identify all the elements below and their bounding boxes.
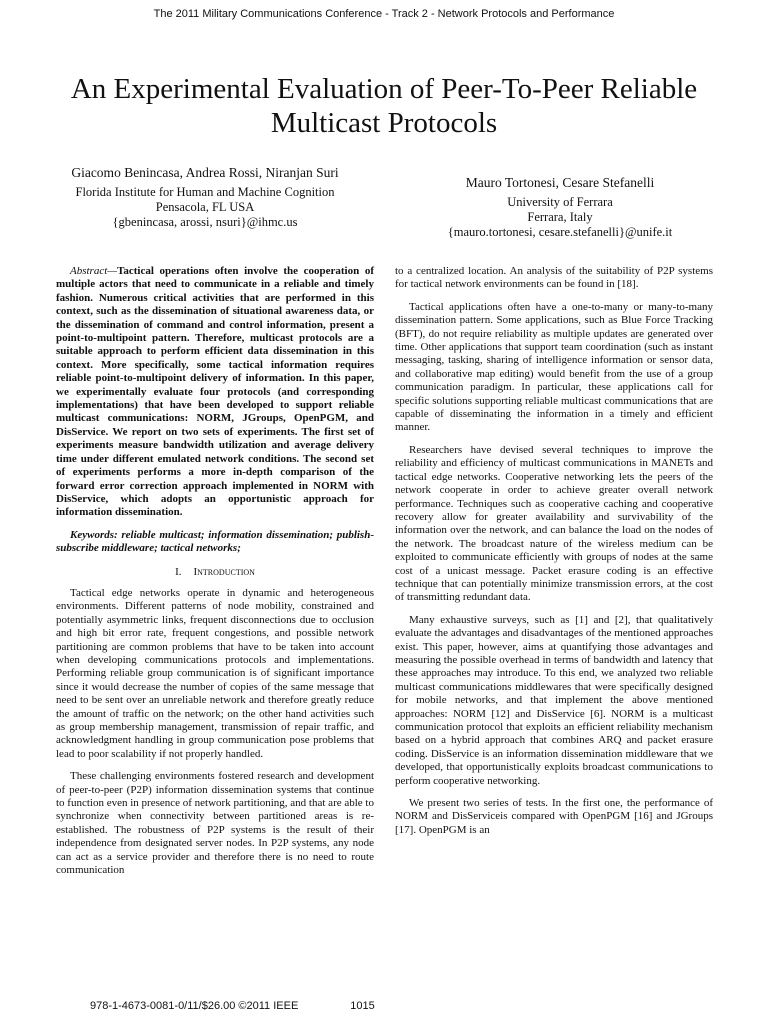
paragraph: We present two series of tests. In the first one, the performance of NORM and DisServiceis compared with OpenPGM [16] and JGroups [17]. OpenPGM is an	[395, 797, 713, 836]
keywords	[56, 529, 374, 556]
paragraph: Tactical edge networks operate in dynamic and heterogeneous environments. Different patterns of node mobility, constrained and potentially asymmetric links, frequent disconnections due to occlusion and high bit error rate, frequent congestions, and possible network partitioning are common problems that have to be taken into account when developing communications protocols and implementations. Performing reliable group communication is of significant importance since it would decrease the number of copies of the same message that need to be sent over an unreliable network and therefore greatly reduce the amount of traffic on the network; on the other hand activities such as group membership management, transmission of repair traffic, and acknowledgment handling in group communication pose problems that lead to poor scalability if not properly handled.	[56, 586, 374, 760]
paragraph: Many exhaustive surveys, such as [1] and [2], that qualitatively evaluate the advantages and disadvantages of the mentioned approaches exist. This paper, however, aims at quantifying those advantages and measuring the possible overhead in terms of bandwidth and latency that these approaches may introduce. To this end, we analyzed two reliable multicast communications middlewares that were specifically designed for mobile networks, and that implement the above mentioned approaches: NORM [12] and DisService [6]. NORM is a multicast communication protocol that exploits an efficient reliability mechanism based on a hybrid approach that combines ARQ and packet erasure coding. DisService is an information dissemination middleware that we developed, that opportunistically exploits broadcast communications to perform cooperative networking.	[395, 613, 713, 787]
keywords-text: reliable multicast; information dissemination; publish-subscribe middleware; tactical networks;	[56, 528, 374, 555]
copyright-line: 978-1-4673-0081-0/11/$26.00 ©2011 IEEE	[90, 1000, 299, 1012]
abstract	[56, 265, 374, 520]
abstract-text: Tactical operations often involve the cooperation of multiple actors that need to communicate in a reliable and timely fashion. Numerous critical activities that are performed in this context, such as the dissemination of situational awareness data, or the dissemination of command and control information, present a point-to-multipoint pattern. Therefore, multicast protocols are a suitable approach to perform efficient data dissemination in this context. More specifically, some tactical information requires reliable point-to-multipoint delivery of information. In this paper, we experimentally evaluate four protocols (and corresponding implementations) that have been developed to support reliable multicast communications: NORM, JGroups, OpenPGM, and DisService. We report on two sets of experiments. The first set of experiments measure bandwidth utilization and average delivery time under different emulated network conditions. The second set of experiments performs a more in-depth comparison of the forward error correction approach implemented in NORM with DisService, which adopts an opportunistic approach for information dissemination.	[56, 265, 374, 519]
author-affiliation: Florida Institute for Human and Machine Cognition	[75, 185, 335, 199]
paragraph: Tactical applications often have a one-to-many or many-to-many dissemination pattern. Some applications, such as Blue Force Tracking (BFT), do not require reliability as multiple updates are generated over time. Other applications that support team coordination (such as instant messaging, tasking, sharing of intelligence information or sensor data, and collaborative map editing) would benefit from the use of a group communication paradigm. In particular, these applications call for specific solutions supporting reliable multicast communications that are capable of disseminating the information in a timely and efficient manner.	[395, 300, 713, 434]
page-number: 1015	[350, 1000, 375, 1012]
left-column	[56, 265, 374, 886]
section-number: I.	[175, 565, 182, 578]
author-names: Giacomo Benincasa, Andrea Rossi, Niranjan Suri	[71, 165, 339, 180]
author-block-left	[40, 165, 370, 230]
author-names: Mauro Tortonesi, Cesare Stefanelli	[465, 175, 655, 190]
author-emails: {mauro.tortonesi, cesare.stefanelli}@unife.it	[447, 225, 673, 239]
author-emails: {gbenincasa, arossi, nsuri}@ihmc.us	[112, 215, 298, 229]
running-header: The 2011 Military Communications Conference - Track 2 - Network Protocols and Performance	[153, 8, 615, 20]
keywords-lead: Keywords:	[70, 528, 122, 541]
page-footer	[90, 1000, 375, 1012]
paragraph: Researchers have devised several techniques to improve the reliability and efficiency of multicast communications in MANETs and tactical edge networks. Cooperative networking lets the peers of the network cooperate in order to achieve greater overall network performance. Techniques such as cooperative caching and cooperative recovery allow for greater availability and survivability of the information over the network, and can balance the load on the nodes of the network. The broadcast nature of the wireless medium can be exploited to communicate efficiently with groups of nodes at the same cost of a unicast message. Packet erasure coding is an effective technique that can potentially minimize transmission errors, at the cost of transmitting redundant data.	[395, 443, 713, 604]
right-column	[395, 265, 713, 846]
paragraph: to a centralized location. An analysis of the suitability of P2P systems for tactical network environments can be found in [18].	[395, 265, 713, 291]
paragraph: These challenging environments fostered research and development of peer-to-peer (P2P) information dissemination systems that continue to function even in presence of network partitioning, and that are able to synchronize when connectivity between partitioned areas is re-established. The robustness of P2P systems is the result of their independence from designated server nodes. In P2P systems, any node can act as a service provider and therefore there is no need to route communication	[56, 770, 374, 877]
author-location: Pensacola, FL USA	[155, 200, 255, 214]
author-location: Ferrara, Italy	[527, 210, 593, 224]
section-heading	[56, 566, 374, 579]
paper-title: An Experimental Evaluation of Peer-To-Peer Reliable Multicast Protocols	[70, 73, 698, 139]
author-affiliation: University of Ferrara	[507, 195, 613, 209]
section-title: Introduction	[193, 565, 255, 578]
author-block-right	[390, 175, 730, 240]
abstract-lead: Abstract—	[70, 265, 118, 277]
